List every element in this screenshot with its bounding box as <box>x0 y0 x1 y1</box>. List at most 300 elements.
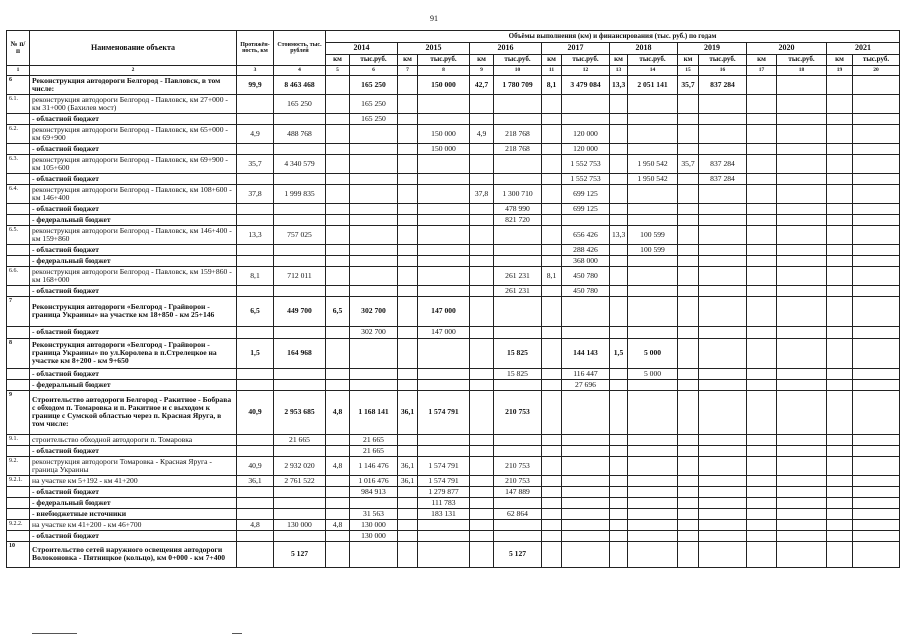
table-cell <box>747 530 777 541</box>
table-cell <box>747 541 777 567</box>
table-cell: 9.1. <box>7 434 30 445</box>
table-cell: 165 250 <box>350 113 398 124</box>
table-cell <box>628 456 678 475</box>
table-cell <box>562 508 610 519</box>
table-cell: 111 783 <box>418 497 470 508</box>
table-cell <box>747 285 777 296</box>
table-cell <box>827 124 853 143</box>
column-index-cell: 12 <box>562 66 610 76</box>
table-cell <box>747 143 777 154</box>
table-cell <box>678 530 699 541</box>
table-cell: 37,8 <box>470 184 494 203</box>
table-cell <box>398 143 418 154</box>
table-cell: - областной бюджет <box>30 143 237 154</box>
table-cell <box>853 214 900 225</box>
table-cell <box>699 368 747 379</box>
table-cell: 302 700 <box>350 296 398 326</box>
table-cell <box>699 225 747 244</box>
table-cell <box>628 486 678 497</box>
table-cell <box>853 379 900 390</box>
table-cell <box>610 486 628 497</box>
table-cell: 4 340 579 <box>274 154 326 173</box>
table-cell <box>274 173 326 184</box>
table-cell <box>777 519 827 530</box>
table-cell <box>418 173 470 184</box>
table-cell <box>398 214 418 225</box>
table-cell <box>542 285 562 296</box>
header-unit: тыс.руб. <box>699 55 747 66</box>
table-cell: реконструкция автодороги Белгород - Павловск, км 146+400 - км 159+860 <box>30 225 237 244</box>
table-cell <box>610 244 628 255</box>
table-cell <box>542 379 562 390</box>
table-cell <box>699 143 747 154</box>
table-cell: 5 127 <box>494 541 542 567</box>
table-cell <box>418 244 470 255</box>
table-cell: Строительство сетей наружного освещения автодороги Волоконовка - Пятницкое (кольцо), км 0+000 - км 7+400 <box>30 541 237 567</box>
table-cell <box>274 508 326 519</box>
header-length: Протяжён-ность, км <box>237 31 274 66</box>
table-cell <box>628 214 678 225</box>
table-cell <box>542 296 562 326</box>
table-cell <box>7 255 30 266</box>
table-cell <box>237 143 274 154</box>
table-row <box>7 255 900 266</box>
table-cell: 35,7 <box>237 154 274 173</box>
table-cell <box>610 184 628 203</box>
table-cell <box>418 94 470 113</box>
table-cell <box>274 486 326 497</box>
column-index-cell: 16 <box>699 66 747 76</box>
table-cell: реконструкция автодороги Белгород - Павловск, км 65+000 - км 69+900 <box>30 124 237 143</box>
table-cell <box>678 434 699 445</box>
table-cell <box>398 445 418 456</box>
table-cell <box>398 76 418 95</box>
table-cell <box>827 338 853 368</box>
table-cell: 488 768 <box>274 124 326 143</box>
table-cell <box>699 113 747 124</box>
table-cell: - областной бюджет <box>30 113 237 124</box>
table-cell: 7 <box>7 296 30 326</box>
table-cell <box>628 379 678 390</box>
table-row <box>7 143 900 154</box>
table-cell <box>610 214 628 225</box>
table-cell <box>418 541 470 567</box>
table-cell <box>853 255 900 266</box>
table-cell <box>274 326 326 338</box>
table-cell: 10 <box>7 541 30 567</box>
header-year: 2016 <box>470 43 542 55</box>
table-cell: 4,9 <box>470 124 494 143</box>
table-cell <box>237 214 274 225</box>
table-cell <box>562 390 610 434</box>
table-cell <box>699 390 747 434</box>
header-unit: тыс.руб. <box>628 55 678 66</box>
header-unit: км <box>542 55 562 66</box>
table-cell <box>350 154 398 173</box>
table-cell <box>678 379 699 390</box>
column-index-cell: 8 <box>418 66 470 76</box>
table-cell <box>274 113 326 124</box>
table-cell: 165 250 <box>274 94 326 113</box>
table-cell <box>562 296 610 326</box>
table-cell <box>542 456 562 475</box>
table-cell <box>7 244 30 255</box>
table-cell <box>610 368 628 379</box>
table-cell <box>747 434 777 445</box>
table-cell <box>237 379 274 390</box>
table-cell <box>350 244 398 255</box>
table-cell: - областной бюджет <box>30 530 237 541</box>
table-row <box>7 173 900 184</box>
table-cell <box>418 434 470 445</box>
table-cell <box>827 266 853 285</box>
table-cell: 8,1 <box>237 266 274 285</box>
table-cell <box>470 203 494 214</box>
table-cell <box>610 326 628 338</box>
table-row <box>7 456 900 475</box>
column-index-cell: 4 <box>274 66 326 76</box>
table-cell <box>747 486 777 497</box>
header-unit: тыс.руб. <box>350 55 398 66</box>
table-cell <box>678 326 699 338</box>
table-row <box>7 113 900 124</box>
table-cell <box>7 173 30 184</box>
table-cell <box>628 475 678 486</box>
table-cell: 4,8 <box>326 456 350 475</box>
footer-line-right <box>232 633 242 634</box>
column-index-cell: 19 <box>827 66 853 76</box>
table-row <box>7 154 900 173</box>
table-cell: 36,1 <box>398 456 418 475</box>
table-cell: 21 665 <box>350 445 398 456</box>
table-cell <box>747 203 777 214</box>
table-cell: 99,9 <box>237 76 274 95</box>
table-cell: 147 000 <box>418 296 470 326</box>
table-row <box>7 508 900 519</box>
table-cell <box>542 94 562 113</box>
table-cell: 100 599 <box>628 244 678 255</box>
table-cell <box>678 508 699 519</box>
table-cell <box>470 508 494 519</box>
table-cell <box>747 154 777 173</box>
table-cell <box>7 486 30 497</box>
table-cell <box>610 173 628 184</box>
table-cell: реконструкция автодороги Томаровка - Красная Яруга - граница Украины <box>30 456 237 475</box>
table-cell <box>747 173 777 184</box>
table-cell <box>853 266 900 285</box>
table-cell <box>678 541 699 567</box>
table-cell <box>398 255 418 266</box>
header-year: 2021 <box>827 43 900 55</box>
table-cell <box>542 214 562 225</box>
table-cell: 9.2.2. <box>7 519 30 530</box>
table-row <box>7 368 900 379</box>
table-cell: 1 016 476 <box>350 475 398 486</box>
table-cell: 5 000 <box>628 368 678 379</box>
table-row <box>7 434 900 445</box>
table-cell <box>398 379 418 390</box>
table-cell: Строительство автодороги Белгород - Ракитное - Бобрава с обходом п. Томаровка и п. Ракитное и с выходом к границе с Сумской областью через п. Красная Яруга, в том числе: <box>30 390 237 434</box>
table-cell <box>678 244 699 255</box>
table-cell <box>398 225 418 244</box>
table-cell <box>699 434 747 445</box>
table-cell <box>237 113 274 124</box>
table-cell: 120 000 <box>562 143 610 154</box>
table-cell: 837 284 <box>699 154 747 173</box>
table-cell <box>326 94 350 113</box>
table-cell <box>853 497 900 508</box>
table-cell: 6.1. <box>7 94 30 113</box>
table-cell: 218 768 <box>494 124 542 143</box>
header-unit: км <box>827 55 853 66</box>
table-cell: 27 696 <box>562 379 610 390</box>
table-cell <box>628 285 678 296</box>
table-row <box>7 225 900 244</box>
table-cell <box>853 154 900 173</box>
table-cell: - областной бюджет <box>30 203 237 214</box>
table-cell <box>542 244 562 255</box>
table-cell <box>542 173 562 184</box>
table-cell <box>678 266 699 285</box>
table-cell <box>542 203 562 214</box>
table-cell <box>827 184 853 203</box>
table-cell <box>326 475 350 486</box>
table-cell <box>699 445 747 456</box>
table-cell <box>326 508 350 519</box>
table-cell: - областной бюджет <box>30 368 237 379</box>
table-cell <box>827 285 853 296</box>
table-cell <box>350 184 398 203</box>
table-cell <box>326 326 350 338</box>
table-cell: Реконструкция автодороги «Белгород - Грайворон - граница Украины» на участке км 18+850 - км 25+146 <box>30 296 237 326</box>
table-cell <box>350 379 398 390</box>
table-cell <box>494 225 542 244</box>
table-cell <box>350 173 398 184</box>
table-cell <box>853 244 900 255</box>
table-cell <box>827 390 853 434</box>
table-cell <box>853 94 900 113</box>
table-cell <box>777 296 827 326</box>
table-cell <box>237 203 274 214</box>
table-cell <box>610 445 628 456</box>
header-unit: км <box>326 55 350 66</box>
table-cell <box>827 519 853 530</box>
header-unit: тыс.руб. <box>777 55 827 66</box>
table-cell <box>494 530 542 541</box>
table-cell <box>7 445 30 456</box>
table-cell <box>827 368 853 379</box>
table-cell <box>274 285 326 296</box>
table-cell <box>699 338 747 368</box>
table-cell <box>827 296 853 326</box>
table-cell <box>398 296 418 326</box>
table-cell: 1 574 791 <box>418 390 470 434</box>
table-cell <box>418 285 470 296</box>
table-cell <box>542 475 562 486</box>
header-year: 2019 <box>678 43 747 55</box>
table-cell <box>610 203 628 214</box>
table-cell <box>777 508 827 519</box>
table-cell <box>777 266 827 285</box>
table-cell: 1 146 476 <box>350 456 398 475</box>
table-cell <box>747 508 777 519</box>
table-cell: 40,9 <box>237 390 274 434</box>
table-cell <box>326 124 350 143</box>
table-cell <box>678 255 699 266</box>
table-cell <box>777 368 827 379</box>
table-cell <box>237 173 274 184</box>
table-cell <box>494 296 542 326</box>
table-cell <box>747 445 777 456</box>
table-cell <box>747 214 777 225</box>
table-cell <box>747 244 777 255</box>
table-cell <box>610 94 628 113</box>
table-cell: 6.4. <box>7 184 30 203</box>
table-cell: 1 950 542 <box>628 154 678 173</box>
table-cell <box>562 475 610 486</box>
table-cell: 120 000 <box>562 124 610 143</box>
table-cell <box>827 486 853 497</box>
header-unit: тыс.руб. <box>562 55 610 66</box>
table-cell <box>628 94 678 113</box>
table-cell: 449 700 <box>274 296 326 326</box>
table-cell <box>699 530 747 541</box>
table-cell <box>853 184 900 203</box>
table-cell <box>418 445 470 456</box>
table-cell: - областной бюджет <box>30 285 237 296</box>
table-cell: - внебюджетные источники <box>30 508 237 519</box>
table-cell <box>542 508 562 519</box>
table-cell <box>542 530 562 541</box>
table-cell <box>853 338 900 368</box>
table-cell: 1 279 877 <box>418 486 470 497</box>
table-cell <box>470 255 494 266</box>
header-volumes: Объёмы выполнения (км) и финансирования (тыс. руб.) по годам <box>326 31 900 43</box>
table-cell <box>398 338 418 368</box>
table-cell <box>610 266 628 285</box>
table-cell: 62 864 <box>494 508 542 519</box>
table-cell <box>398 173 418 184</box>
table-cell: 699 125 <box>562 184 610 203</box>
table-cell <box>7 113 30 124</box>
table-cell <box>418 530 470 541</box>
table-cell <box>610 530 628 541</box>
table-cell <box>494 94 542 113</box>
table-cell <box>853 76 900 95</box>
page-number: 91 <box>430 14 438 23</box>
table-cell <box>777 326 827 338</box>
table-cell: 368 000 <box>562 255 610 266</box>
table-cell <box>418 184 470 203</box>
table-cell: 1 780 709 <box>494 76 542 95</box>
table-cell <box>470 225 494 244</box>
table-cell <box>398 113 418 124</box>
column-index-cell: 18 <box>777 66 827 76</box>
table-cell: 699 125 <box>562 203 610 214</box>
table-cell <box>747 390 777 434</box>
table-cell <box>777 203 827 214</box>
table-cell: 8,1 <box>542 266 562 285</box>
table-cell <box>542 124 562 143</box>
table-cell: 36,1 <box>237 475 274 486</box>
table-cell <box>853 486 900 497</box>
table-cell <box>610 143 628 154</box>
table-cell <box>699 326 747 338</box>
table-cell <box>699 497 747 508</box>
table-cell: 6,5 <box>326 296 350 326</box>
table-cell <box>326 497 350 508</box>
table-cell <box>237 508 274 519</box>
table-cell <box>777 143 827 154</box>
table-cell: 478 990 <box>494 203 542 214</box>
table-cell <box>494 326 542 338</box>
table-cell: 36,1 <box>398 475 418 486</box>
table-cell <box>562 541 610 567</box>
table-cell <box>827 173 853 184</box>
table-cell <box>628 184 678 203</box>
table-cell <box>418 214 470 225</box>
column-index-cell: 10 <box>494 66 542 76</box>
table-cell <box>418 338 470 368</box>
table-cell <box>747 368 777 379</box>
table-cell <box>470 285 494 296</box>
table-cell <box>7 368 30 379</box>
table-cell <box>699 508 747 519</box>
table-cell <box>237 285 274 296</box>
table-cell <box>853 225 900 244</box>
table-cell <box>628 143 678 154</box>
table-cell: реконструкция автодороги Белгород - Павловск, км 108+600 - км 146+400 <box>30 184 237 203</box>
table-cell <box>853 173 900 184</box>
table-cell <box>610 508 628 519</box>
table-cell <box>853 508 900 519</box>
table-cell <box>678 285 699 296</box>
table-cell <box>542 154 562 173</box>
table-cell: 837 284 <box>699 173 747 184</box>
table-cell <box>418 203 470 214</box>
table-cell: - областной бюджет <box>30 326 237 338</box>
column-index-cell: 15 <box>678 66 699 76</box>
table-cell <box>777 113 827 124</box>
table-cell <box>853 143 900 154</box>
table-cell <box>853 368 900 379</box>
table-cell <box>7 379 30 390</box>
table-cell <box>418 519 470 530</box>
table-cell <box>326 434 350 445</box>
table-cell: 1,5 <box>237 338 274 368</box>
table-cell <box>494 173 542 184</box>
table-cell <box>827 143 853 154</box>
table-cell <box>678 368 699 379</box>
table-cell: 712 011 <box>274 266 326 285</box>
table-cell: 6.6. <box>7 266 30 285</box>
table-cell: 40,9 <box>237 456 274 475</box>
table-cell: 37,8 <box>237 184 274 203</box>
table-cell <box>853 530 900 541</box>
table-cell <box>747 519 777 530</box>
header-year: 2015 <box>398 43 470 55</box>
column-index-cell: 6 <box>350 66 398 76</box>
table-cell <box>398 326 418 338</box>
table-cell <box>7 497 30 508</box>
table-cell <box>398 508 418 519</box>
table-cell <box>418 266 470 285</box>
table-cell <box>610 285 628 296</box>
table-cell <box>853 475 900 486</box>
table-row <box>7 94 900 113</box>
column-index-cell: 1 <box>7 66 30 76</box>
table-cell <box>628 296 678 326</box>
